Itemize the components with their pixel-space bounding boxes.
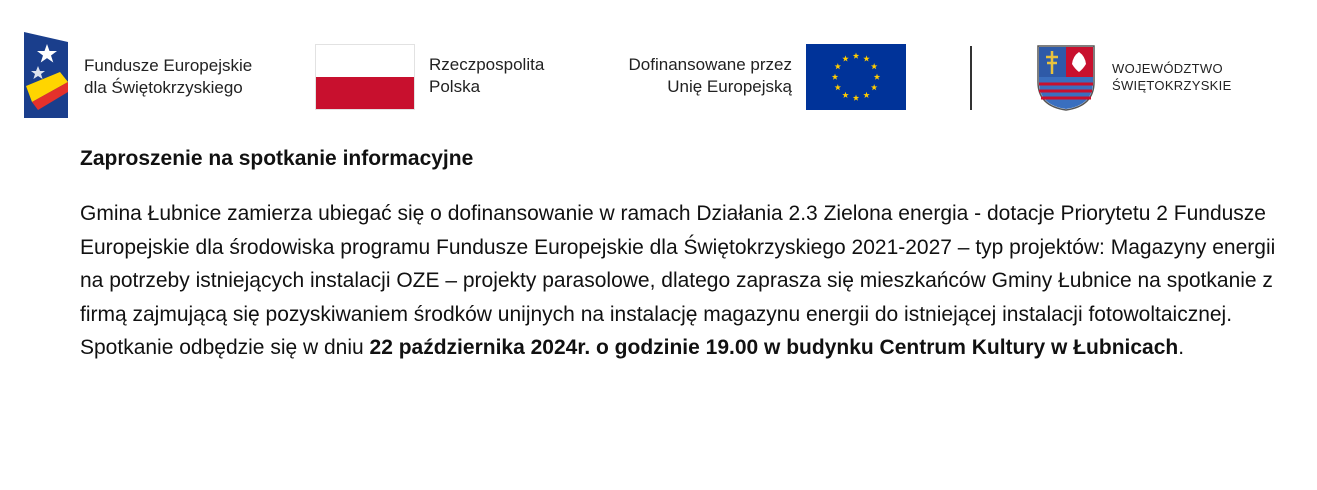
voivodeship-line1: WOJEWÓDZTWO (1112, 61, 1223, 76)
coat-of-arms-icon (1036, 44, 1096, 112)
paragraph-end: . (1178, 336, 1185, 359)
voivodeship-logo (1036, 44, 1296, 112)
european-funds-line2: dla Świętokrzyskiego (84, 78, 243, 97)
voivodeship-line2: ŚWIĘTOKRZYSKIE (1112, 78, 1232, 93)
eu-funding-label (629, 54, 792, 98)
document-paragraph (80, 197, 1290, 365)
voivodeship-label (1112, 60, 1232, 94)
poland-line1: Rzeczpospolita (429, 55, 545, 74)
eu-funding-logo (600, 44, 910, 112)
european-funds-line1: Fundusze Europejskie (84, 56, 253, 75)
eu-funding-line1: Dofinansowane przez (628, 55, 792, 74)
paragraph-bold-text: 22 października 2024r. o godzinie 19.00 w budynku Centrum Kultury w Łubnicach (369, 336, 1179, 359)
eu-flag-icon (806, 44, 906, 110)
poland-label (429, 54, 544, 98)
european-funds-icon (24, 30, 70, 120)
european-funds-label (84, 55, 252, 99)
logo-divider (970, 46, 972, 110)
poland-flag-icon (315, 44, 415, 110)
document-content (80, 144, 1290, 365)
paragraph-text: Gmina Łubnice zamierza ubiegać się o dofinansowanie w ramach Działania 2.3 Zielona energia - dotacje Priorytetu 2 Fundusze Europejskie dla środowiska programu Fundusze Europejskie dla Świętokrzyskiego 2021-2027 – typ projektów: Magazyny energii na potrzeby istniejących instalacji OZE – projekty parasolowe, dlatego zaprasza się mieszkańców Gminy Łubnice na spotkanie z firmą zajmującą się pozyskiwaniem środków unijnych na instalację magazynu energii do istniejącej instalacji fotowoltaicznej. Spotkanie odbędzie się w dniu (80, 202, 1276, 359)
poland-logo (315, 44, 585, 112)
eu-funding-line2: Unię Europejską (667, 77, 792, 96)
poland-line2: Polska (429, 77, 481, 96)
document-heading: Zaproszenie na spotkanie informacyjne (80, 147, 474, 170)
logo-bar (0, 0, 1317, 140)
european-funds-logo (24, 30, 284, 120)
